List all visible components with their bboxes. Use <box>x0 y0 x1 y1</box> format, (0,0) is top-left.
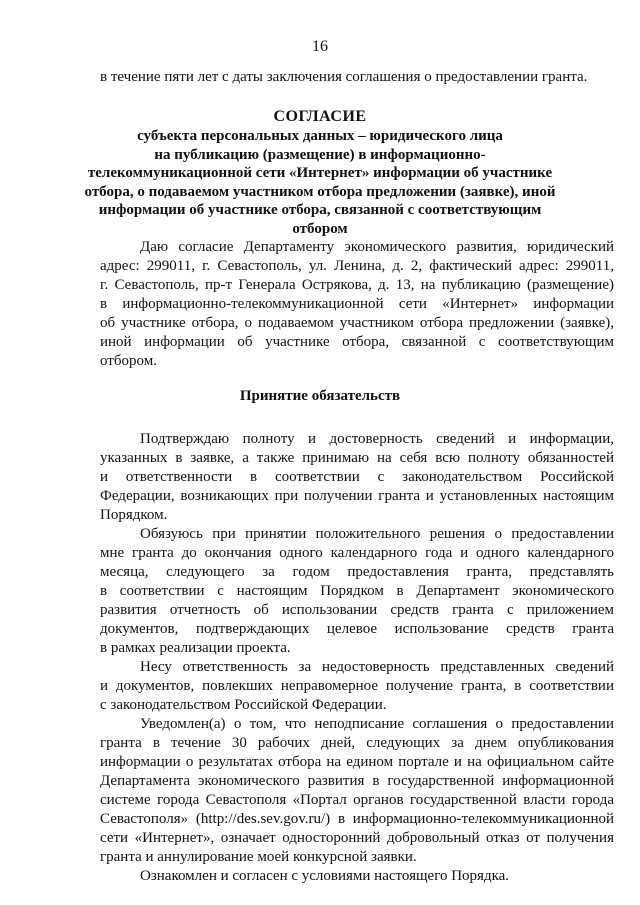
paragraph-line: мне гранта до окончания одного календарного года и одного календарного <box>100 545 614 561</box>
subtitle-line: телекоммуникационной сети «Интернет» информации об участнике <box>87 165 553 181</box>
paragraph-line: Ознакомлен и согласен с условиями настоящего Порядка. <box>140 868 510 884</box>
paragraph-line: Порядком. <box>100 507 168 523</box>
paragraph-line: информации о результатах отбора на едином портале и на официальном сайте <box>100 754 614 770</box>
consent-title: СОГЛАСИЕ <box>273 108 367 125</box>
obligation-paragraph-4 <box>100 715 614 867</box>
paragraph-line: Федерации, возникающих при получении гранта и установленных настоящим <box>100 488 614 504</box>
paragraph-line: Подтверждаю полноту и достоверность сведений и информации, <box>140 431 614 447</box>
paragraph-line: документов, подтверждающих целевое использование средств гранта <box>100 621 614 637</box>
paragraph-line: Уведомлен(а) о том, что неподписание соглашения о предоставлении <box>140 716 614 732</box>
paragraph-line: развития отчетность об использовании средств гранта с приложением <box>100 602 614 618</box>
paragraph-line: гранта и аннулирование моей конкурсной заявки. <box>100 849 417 865</box>
page-number: 16 <box>312 38 328 55</box>
subtitle-line: информации об участнике отбора, связанной с соответствующим <box>98 202 542 218</box>
obligation-paragraph-5 <box>100 867 614 886</box>
paragraph-line: Обязуюсь при принятии положительного решения о предоставлении <box>140 526 614 542</box>
body-line: об участнике отбора, о подаваемом участником отбора предложении (заявке), <box>100 315 614 331</box>
body-line: г. Севастополь, пр-т Генерала Острякова, д. 13, на публикацию (размещение) <box>100 277 614 293</box>
paragraph-line: сети «Интернет», означает односторонний добровольный отказ от получения <box>100 830 614 846</box>
body-line: в информационно-телекоммуникационной сети «Интернет» информации <box>100 296 614 312</box>
paragraph-line: в рамках реализации проекта. <box>100 640 291 656</box>
paragraph-line: месяца, следующего за годом предоставления гранта, представлять <box>100 564 614 580</box>
intro-line: в течение пяти лет с даты заключения соглашения о предоставлении гранта. <box>100 69 588 85</box>
subtitle-line: отбора, о подаваемом участником отбора предложении (заявке), иной <box>84 183 556 200</box>
paragraph-line: с законодательством Российской Федерации. <box>100 697 387 713</box>
obligation-paragraph-1 <box>100 430 614 525</box>
paragraph-line: гранта в течение 30 рабочих дней, следующих за днем опубликования <box>100 735 614 751</box>
obligations-heading: Принятие обязательств <box>239 388 401 404</box>
paragraph-line: и документов, повлекших неправомерное получение гранта, в соответствии <box>100 678 614 694</box>
paragraph-line: и ответственности в соответствии с законодательством Российской <box>100 469 614 485</box>
obligation-paragraph-2 <box>100 525 614 658</box>
subtitle-line: отбором <box>292 220 348 237</box>
subtitle-line: субъекта персональных данных – юридического лица <box>137 128 503 144</box>
paragraph-line: в соответствии с настоящим Порядком в Департамент экономического <box>100 583 614 599</box>
body-line: адрес: 299011, г. Севастополь, ул. Ленина, д. 2, фактический адрес: 299011, <box>100 258 614 274</box>
paragraph-line: Департамента экономического развития в государственной информационной <box>100 773 614 789</box>
body-line: иной информации об участнике отбора, связанной с соответствующим <box>100 334 614 350</box>
paragraph-line: Несу ответственность за недостоверность представленных сведений <box>140 659 614 675</box>
obligation-paragraph-3 <box>100 658 614 715</box>
body-line: отбором. <box>100 353 157 369</box>
body-line: Даю согласие Департаменту экономического развития, юридический <box>140 239 614 255</box>
consent-subtitle <box>80 127 560 238</box>
paragraph-line: системе города Севастополя «Портал органов государственной власти города <box>100 792 614 808</box>
subtitle-line: на публикацию (размещение) в информационно- <box>154 146 486 163</box>
consent-body <box>100 238 614 371</box>
paragraph-line: указанных в заявке, а также принимаю на себя всю полноту обязанностей <box>100 450 614 466</box>
paragraph-line: Севастополя» (http://des.sev.gov.ru/) в информационно-телекоммуникационной <box>100 811 614 827</box>
